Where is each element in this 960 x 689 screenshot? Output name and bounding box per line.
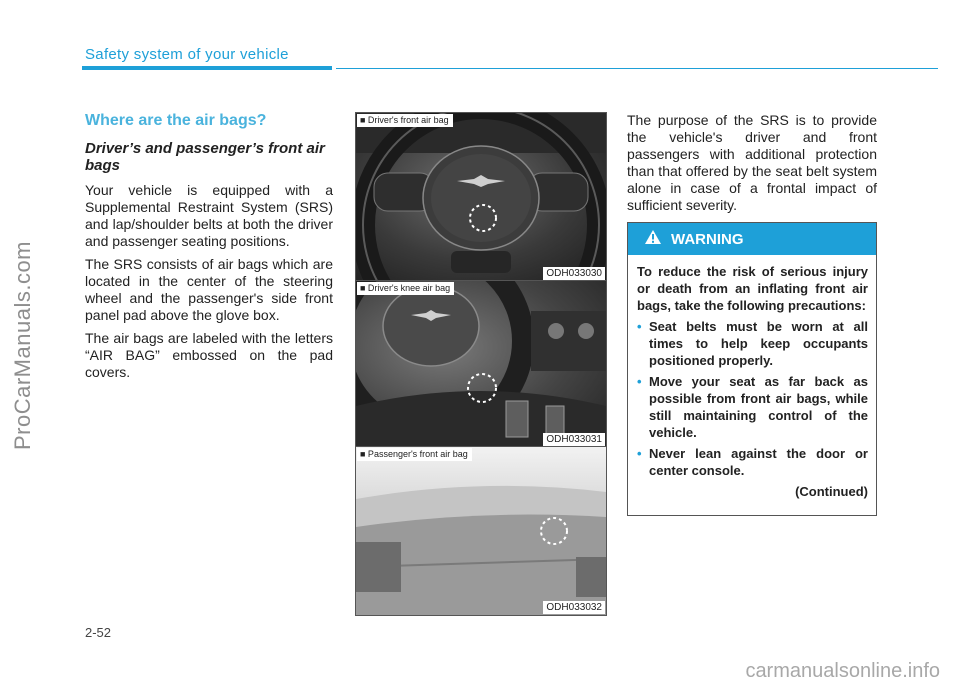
figure-passenger-front-airbag [355,446,607,616]
paragraph-2: The SRS consists of air bags which are located in the center of the steering wheel and the passenger's side front panel pad above the glove box. [85,256,333,323]
bullet-icon: • [637,319,642,334]
page-heading: Where are the air bags? [85,112,267,129]
figure-code: ODH033031 [543,433,605,446]
right-column [627,112,877,214]
warning-header [628,223,876,255]
list-item: • Move your seat as far back as possible from front air bags, while still maintaining control of the vehicle. [637,374,868,440]
watermark-side: ProCarManuals.com [10,240,35,450]
left-column [85,112,333,387]
page-subheading: Driver’s and passenger’s front air bags [85,140,325,174]
srs-purpose-text: The purpose of the SRS is to provide the vehicle's driver and front passengers with additional protection than that offered by the seat belt system alone in case of a frontal impact of sufficient severity. [627,112,877,213]
figure-caption: ■ Passenger's front air bag [357,448,472,461]
page-number: 2-52 [85,625,112,640]
warning-list [637,318,868,479]
warning-box [627,222,877,516]
figure-code: ODH033030 [543,267,605,280]
header-rule-thick [82,66,332,70]
warning-continued: (Continued) [795,484,868,499]
paragraph-1: Your vehicle is equipped with a Supplemental Restraint System (SRS) and lap/shoulder belts at both the driver and passenger seating positions. [85,182,333,249]
figure-caption: ■ Driver's knee air bag [357,282,454,295]
warning-intro: To reduce the risk of serious injury or death from an inflating front air bags, take the following precautions: [637,264,868,313]
warning-title: WARNING [671,230,744,248]
warning-triangle-icon [644,229,662,249]
figure-caption: ■ Driver's front air bag [357,114,453,127]
paragraph-3: The air bags are labeled with the letters “AIR BAG” embossed on the pad covers. [85,330,333,380]
bullet-icon: • [637,446,642,461]
header-rule-thin [336,68,938,69]
warning-body [628,255,876,500]
list-item: • Seat belts must be worn at all times to help keep occupants positioned properly. [637,319,868,368]
figure-code: ODH033032 [543,601,605,614]
list-item: • Never lean against the door or center console. [637,446,868,478]
section-title: Safety system of your vehicle [85,46,289,63]
bullet-icon: • [637,374,642,389]
figure-driver-knee-airbag [355,280,607,448]
steering-wheel-illustration [356,113,606,281]
watermark-bottom: carmanualsonline.info [745,660,940,682]
dashboard-illustration [356,447,606,615]
knee-airbag-illustration [356,281,606,447]
figure-driver-front-airbag [355,112,607,282]
